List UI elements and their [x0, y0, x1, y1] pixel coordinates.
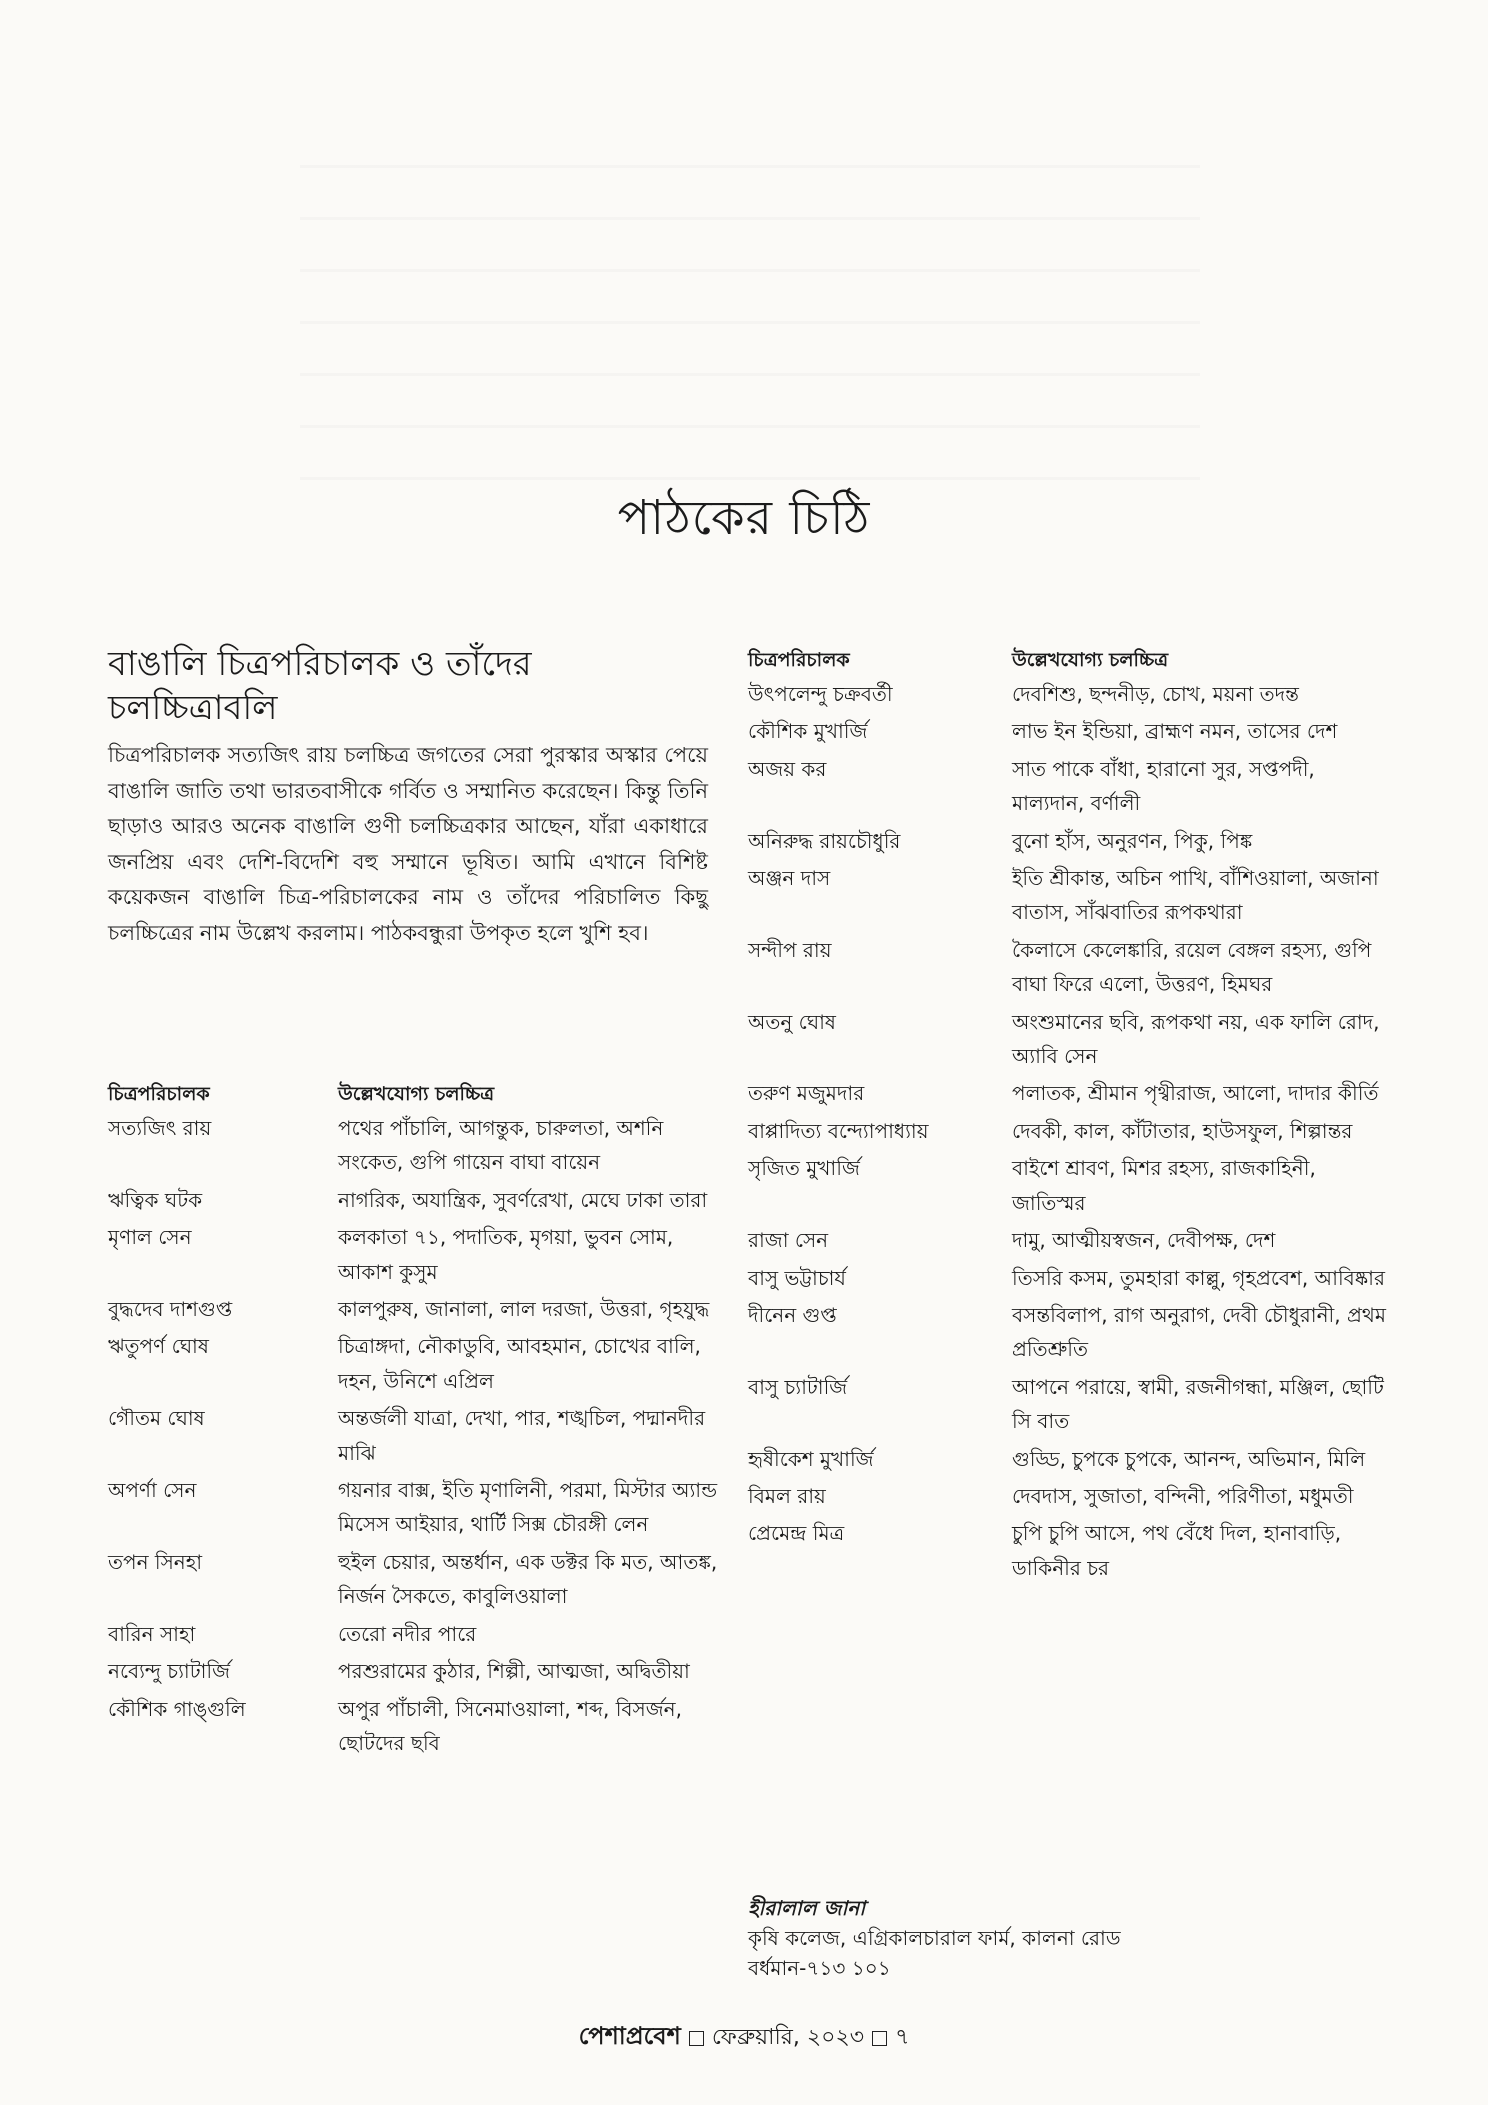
director-name: দীনেন গুপ্ত: [748, 1302, 837, 1327]
film-list: দেবশিশু, ছন্দনীড়, চোখ, ময়না তদন্ত: [1012, 682, 1299, 706]
film-list: তিসরি কসম, তুমহারা কাল্লু, গৃহপ্রবেশ, আবিষ্কার: [1012, 1265, 1385, 1290]
table-row: [108, 1473, 718, 1542]
director-name: অঞ্জন দাস: [748, 866, 831, 891]
header-films: উল্লেখযোগ্য চলচ্চিত্র: [1012, 649, 1169, 671]
table-row: [748, 861, 1388, 930]
table-row: [748, 714, 1388, 748]
author-name: হীরালাল জানা: [748, 1896, 866, 1920]
director-name: উৎপলেন্দু চক্রবর্তী: [748, 682, 893, 706]
director-name: মৃণাল সেন: [108, 1225, 192, 1250]
director-name: বারিন সাহা: [108, 1621, 196, 1646]
separator-box-icon: [872, 2031, 887, 2046]
director-name: বাপ্পাদিত্য বন্দ্যোপাধ্যায়: [748, 1118, 929, 1143]
magazine-name: পেশাপ্রবেশ: [578, 2022, 681, 2050]
author-address: কৃষি কলেজ, এগ্রিকালচারাল ফার্ম, কালনা রোড: [748, 1926, 1121, 1950]
table-row: [108, 1111, 718, 1180]
header-films: উল্লেখযোগ্য চলচ্চিত্র: [338, 1083, 495, 1105]
director-name: অনিরুদ্ধ রায়চৌধুরি: [748, 828, 901, 853]
film-list: গয়নার বাক্স, ইতি মৃণালিনী, পরমা, মিস্টার অ্যান্ড মিসেস আইয়ার, থার্টি সিক্স চৌরঙ্গী লেন: [338, 1478, 718, 1537]
table-row: [748, 752, 1388, 821]
table-row: [748, 1114, 1388, 1148]
table-row: [748, 1516, 1388, 1585]
film-list: চিত্রাঙ্গদা, নৌকাডুবি, আবহমান, চোখের বালি, দহন, উনিশে এপ্রিল: [338, 1334, 701, 1393]
director-name: ঋত্বিক ঘটক: [108, 1187, 203, 1212]
director-name: বুদ্ধদেব দাশগুপ্ত: [108, 1297, 233, 1322]
table-row: [748, 1479, 1388, 1513]
film-list: বসন্তবিলাপ, রাগ অনুরাগ, দেবী চৌধুরানী, প্রথম প্রতিশ্রুতি: [1012, 1302, 1386, 1362]
director-name: তরুণ মজুমদার: [748, 1081, 865, 1106]
table-row: [108, 1329, 718, 1398]
table-row: [108, 1183, 718, 1217]
film-list: কালপুরুষ, জানালা, লাল দরজা, উত্তরা, গৃহযুদ্ধ: [338, 1297, 710, 1322]
director-name: অপর্ণা সেন: [108, 1478, 197, 1503]
issue-date: ফেব্রুয়ারি, ২০২৩: [711, 2025, 865, 2050]
film-list: তেরো নদীর পারে: [338, 1621, 477, 1646]
table-row: [108, 1545, 718, 1614]
director-name: হৃষীকেশ মুখার্জি: [748, 1446, 874, 1471]
table-row: [108, 1401, 718, 1470]
bleed-through-background: [300, 160, 1200, 480]
table-row: [748, 677, 1388, 711]
film-list: পথের পাঁচালি, আগন্তুক, চারুলতা, অশনি সংকেত, গুপি গায়েন বাঘা বায়েন: [338, 1116, 664, 1175]
table-row: [748, 1076, 1388, 1110]
film-list: সাত পাকে বাঁধা, হারানো সুর, সপ্তপদী, মাল্যদান, বর্ণালী: [1012, 756, 1315, 816]
table-header: [748, 643, 1388, 677]
director-name: অতনু ঘোষ: [748, 1009, 836, 1034]
film-list: হুইল চেয়ার, অন্তর্ধান, এক ডক্টর কি মত, আতঙ্ক, নির্জন সৈকতে, কাবুলিওয়ালা: [338, 1549, 718, 1609]
film-list: দামু, আত্মীয়স্বজন, দেবীপক্ষ, দেশ: [1012, 1228, 1276, 1253]
film-list: ইতি শ্রীকান্ত, অচিন পাখি, বাঁশিওয়ালা, অজানা বাতাস, সাঁঝবাতির রূপকথারা: [1012, 866, 1379, 925]
film-list: কৈলাসে কেলেঙ্কারি, রয়েল বেঙ্গল রহস্য, গুপি বাঘা ফিরে এলো, উত্তরণ, হিমঘর: [1012, 937, 1372, 997]
page-heading: পাঠকের চিঠি: [617, 490, 871, 546]
film-list: আপনে পরায়ে, স্বামী, রজনীগন্ধা, মঞ্জিল, ছোটি সি বাত: [1012, 1374, 1384, 1434]
director-name: অজয় কর: [748, 756, 827, 781]
film-list: গুড্ডি, চুপকে চুপকে, আনন্দ, অভিমান, মিলি: [1012, 1446, 1366, 1471]
film-list: নাগরিক, অযান্ত্রিক, সুবর্ণরেখা, মেঘে ঢাকা তারা: [338, 1187, 708, 1212]
film-list: বাইশে শ্রাবণ, মিশর রহস্য, রাজকাহিনী, জাতিস্মর: [1012, 1156, 1316, 1215]
signature-block: [748, 1893, 1388, 1983]
article-intro: চিত্রপরিচালক সত্যজিৎ রায় চলচ্চিত্র জগতের সেরা পুরস্কার অস্কার পেয়ে বাঙালি জাতি তথা ভারতবাসীকে গর্বিত ও সম্মানিত করেছেন। কিন্তু তিনি ছাড়াও আরও অনেক বাঙালি গুণী চলচ্চিত্রকার আছেন, যাঁরা একাধারে জনপ্রিয় এবং দেশি-বিদেশি বহু সম্মানে ভূষিত। আমি এখানে বিশিষ্ট কয়েকজন বাঙালি চিত্র-পরিচালকের নাম ও তাঁদের পরিচালিত কিছু চলচ্চিত্রের নাম উল্লেখ করলাম। পাঠকবন্ধুরা উপকৃত হলে খুশি হব।: [108, 743, 708, 945]
table-row: [108, 1220, 718, 1289]
film-list: পলাতক, শ্রীমান পৃথ্বীরাজ, আলো, দাদার কীর্তি: [1012, 1081, 1379, 1106]
table-row: [108, 1617, 718, 1651]
film-list: পরশুরামের কুঠার, শিল্পী, আত্মজা, অদ্বিতীয়া: [338, 1659, 690, 1684]
film-list: অংশুমানের ছবি, রূপকথা নয়, এক ফালি রোদ, অ্যাবি সেন: [1012, 1009, 1380, 1069]
director-name: কৌশিক গাঙ্গুলি: [108, 1696, 246, 1721]
separator-box-icon: [689, 2031, 704, 2046]
article-title: বাঙালি চিত্রপরিচালক ও তাঁদের চলচ্চিত্রাবলি: [108, 644, 532, 728]
page-footer: [0, 2020, 1488, 2054]
film-list: লাভ ইন ইন্ডিয়া, ব্রাহ্মণ নমন, তাসের দেশ: [1012, 719, 1338, 744]
director-name: বাসু চ্যাটার্জি: [748, 1374, 848, 1399]
table-row: [748, 1442, 1388, 1476]
table-row: [748, 1223, 1388, 1257]
table-row: [748, 1261, 1388, 1295]
table-row: [108, 1654, 718, 1688]
director-table-left: [108, 1077, 718, 1760]
table-row: [748, 1151, 1388, 1220]
film-list: বুনো হাঁস, অনুরণন, পিকু, পিঙ্ক: [1012, 828, 1253, 853]
header-director: চিত্রপরিচালক: [748, 649, 850, 671]
director-name: প্রেমেন্দ্র মিত্র: [748, 1521, 845, 1546]
director-name: সৃজিত মুখার্জি: [748, 1156, 860, 1181]
film-list: কলকাতা ৭১, পদাতিক, মৃগয়া, ভুবন সোম, আকাশ কুসুম: [338, 1225, 674, 1284]
film-list: চুপি চুপি আসে, পথ বেঁধে দিল, হানাবাড়ি, ডাকিনীর চর: [1012, 1521, 1342, 1580]
director-name: সত্যজিৎ রায়: [108, 1116, 212, 1140]
table-row: [748, 1298, 1388, 1367]
director-name: ঋতুপর্ণ ঘোষ: [108, 1334, 209, 1359]
table-row: [748, 1370, 1388, 1439]
director-name: গৌতম ঘোষ: [108, 1406, 205, 1431]
film-list: অন্তর্জলী যাত্রা, দেখা, পার, শঙ্খচিল, পদ্মানদীর মাঝি: [338, 1406, 706, 1465]
director-name: রাজা সেন: [748, 1228, 829, 1253]
director-table-right: [748, 643, 1388, 1585]
table-row: [108, 1292, 718, 1326]
table-row: [748, 824, 1388, 858]
header-director: চিত্রপরিচালক: [108, 1083, 210, 1105]
table-row: [108, 1692, 718, 1761]
page-number: ৭: [895, 2025, 910, 2050]
director-name: সন্দীপ রায়: [748, 937, 832, 962]
director-name: বাসু ভট্টাচার্য: [748, 1265, 846, 1290]
table-row: [748, 933, 1388, 1002]
director-name: নব্যেন্দু চ্যাটার্জি: [108, 1659, 231, 1684]
film-list: দেবদাস, সুজাতা, বন্দিনী, পরিণীতা, মধুমতী: [1012, 1483, 1354, 1508]
director-name: বিমল রায়: [748, 1483, 826, 1508]
film-list: অপুর পাঁচালী, সিনেমাওয়ালা, শব্দ, বিসর্জন, ছোটদের ছবি: [338, 1696, 682, 1755]
director-name: কৌশিক মুখার্জি: [748, 719, 868, 744]
author-address-city: বর্ধমান-৭১৩ ১০১: [748, 1956, 891, 1980]
table-header: [108, 1077, 718, 1111]
table-row: [748, 1005, 1388, 1074]
director-name: তপন সিনহা: [108, 1549, 203, 1574]
film-list: দেবকী, কাল, কাঁটাতার, হাউসফুল, শিল্পান্তর: [1012, 1118, 1353, 1143]
